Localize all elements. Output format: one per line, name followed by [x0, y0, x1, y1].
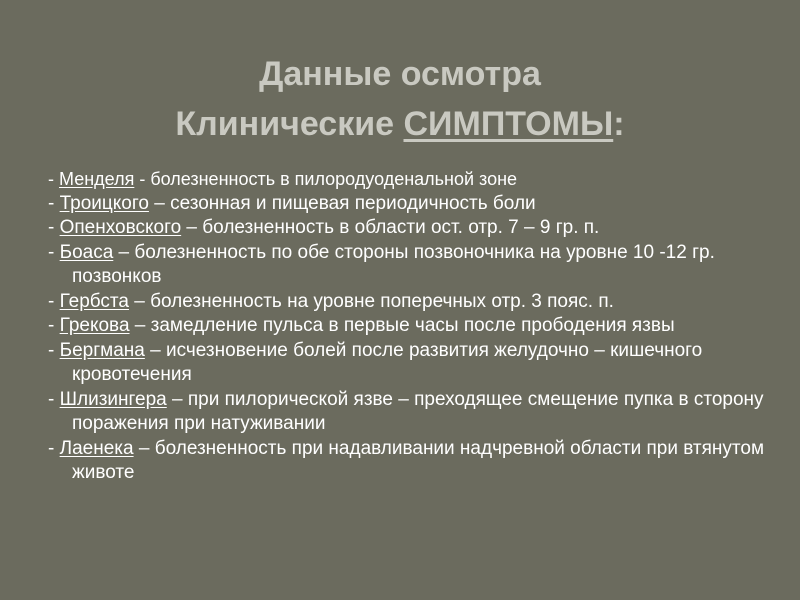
symptom-description: – болезненность по обе стороны позвоночника на уровне 10 -12 гр. позвонков — [72, 241, 715, 287]
symptom-description: – при пилорической язве – преходящее смещение пупка в сторону поражения при натуживании — [72, 388, 764, 434]
symptom-item-schlesinger — [48, 388, 768, 437]
symptom-item-boas — [48, 241, 768, 290]
symptom-dash: - — [48, 192, 60, 214]
symptom-item-laennec — [48, 437, 768, 486]
symptom-description: – сезонная и пищевая периодичность боли — [148, 192, 536, 214]
symptom-list — [48, 167, 768, 486]
symptom-description: – исчезновение болей после развития желудочно – кишечного кровотечения — [72, 339, 703, 385]
title-symptoms-word: СИМПТОМЫ — [403, 104, 614, 143]
symptom-item-mendel — [48, 167, 768, 192]
symptom-dash: - — [48, 217, 60, 238]
symptom-dash: - — [48, 437, 60, 459]
symptom-name: Опенховского — [59, 217, 182, 238]
symptom-description: – замедление пульса в первые часы после прободения язвы — [129, 315, 675, 336]
title-line-2-prefix: Клинические — [175, 104, 404, 143]
symptom-name: Гербста — [59, 290, 129, 312]
title-line-2 — [0, 99, 800, 149]
symptom-name: Лаенека — [59, 437, 134, 459]
symptom-dash: - — [48, 339, 60, 361]
symptom-item-bergman — [48, 339, 768, 388]
symptom-description: – болезненность в области ост. отр. 7 – 9 гр. п. — [181, 217, 600, 238]
symptom-name: Шлизингера — [59, 388, 167, 410]
symptom-item-gerbst — [48, 290, 768, 315]
slide-title — [0, 49, 800, 149]
symptom-name: Бергмана — [59, 339, 145, 361]
symptom-name: Боаса — [59, 241, 114, 263]
symptom-description: – болезненность при надавливании надчревной области при втянутом животе — [72, 437, 765, 483]
symptom-description: – болезненность на уровне поперечных отр. 3 пояс. п. — [129, 290, 614, 312]
symptom-dash: - — [48, 241, 60, 263]
symptom-item-grekov — [48, 314, 768, 339]
symptom-item-troitsky — [48, 192, 768, 217]
symptom-dash: - — [48, 290, 60, 312]
symptom-item-openkhovsky — [48, 216, 768, 241]
symptom-name: Грекова — [59, 315, 130, 336]
symptom-name: Менделя — [59, 169, 135, 189]
symptom-name: Троицкого — [59, 192, 149, 214]
title-colon: : — [613, 104, 625, 143]
symptom-dash: - — [48, 315, 60, 336]
symptom-dash: - — [48, 169, 59, 189]
title-line-1: Данные осмотра — [259, 54, 541, 93]
symptom-dash: - — [48, 388, 60, 410]
symptom-description: - болезненность в пилородуоденальной зоне — [134, 169, 518, 189]
